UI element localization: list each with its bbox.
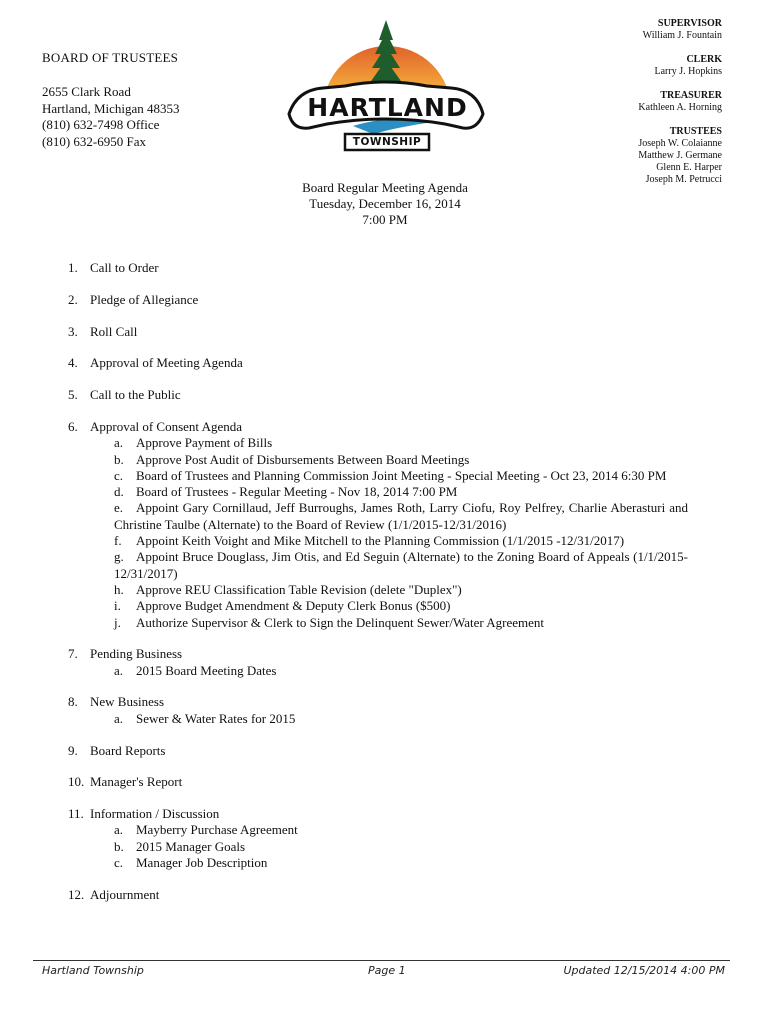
sub-item — [90, 711, 688, 727]
agenda-item — [68, 260, 688, 276]
sub-item — [90, 839, 688, 855]
sub-item-text: 2015 Board Meeting Dates — [136, 662, 277, 678]
item-number: 10. — [68, 774, 85, 790]
sub-item-letter: a. — [114, 662, 124, 678]
address-line: 2655 Clark Road — [42, 84, 131, 99]
item-number: 11. — [68, 806, 84, 822]
sub-item-letter: a. — [114, 710, 124, 726]
item-text: New Business — [90, 694, 165, 710]
item-number: 1. — [68, 260, 78, 275]
item-number: 7. — [68, 646, 78, 662]
item-text: Roll Call — [90, 323, 138, 339]
official-trustees — [502, 126, 722, 186]
sub-item — [90, 598, 688, 614]
meeting-date: Tuesday, December 16, 2014 — [309, 196, 461, 211]
agenda-item — [68, 646, 688, 679]
sub-item — [68, 484, 688, 500]
footer-organization: Hartland Township — [42, 964, 144, 977]
sub-item-letter: b. — [114, 451, 124, 467]
sub-item-letter: b. — [114, 838, 124, 854]
item-number: 4. — [68, 355, 78, 371]
sub-item-letter: a. — [114, 822, 124, 838]
official-name: Larry J. Hopkins — [654, 66, 722, 77]
sub-item-text: Appoint Keith Voight and Mike Mitchell to the Planning Commission (1/1/2015 -12/31/2017) — [136, 533, 625, 549]
sub-item-letter: c. — [114, 467, 124, 483]
sub-item — [90, 663, 688, 679]
sub-item — [68, 468, 688, 484]
official-supervisor — [502, 18, 722, 42]
township-logo — [283, 18, 490, 168]
sub-item — [90, 855, 688, 871]
sub-item — [68, 549, 688, 582]
item-number: 12. — [68, 886, 85, 902]
sub-item-text: Authorize Supervisor & Clerk to Sign the Delinquent Sewer/Water Agreement — [136, 614, 544, 630]
sub-item-text: Appoint Bruce Douglass, Jim Otis, and Ed Seguin (Alternate) to the Zoning Board of Appeals (1/1/2015-12/31/2017) — [114, 549, 688, 581]
official-name: Joseph W. Colaianne — [638, 138, 722, 149]
sub-item-letter: f. — [114, 533, 122, 549]
official-name: William J. Fountain — [642, 30, 722, 41]
sub-item — [68, 582, 688, 598]
sub-item-letter: a. — [114, 435, 124, 451]
meeting-title: Board Regular Meeting Agenda — [302, 180, 468, 195]
footer-page-number: Page 1 — [368, 964, 406, 977]
sub-item-letter: j. — [114, 614, 121, 630]
agenda-item — [68, 419, 688, 631]
agenda-item — [68, 743, 688, 759]
item-text: Pledge of Allegiance — [90, 291, 199, 307]
item-text: Manager's Report — [90, 774, 183, 790]
sub-item-letter: d. — [114, 484, 124, 500]
sub-item-letter: h. — [114, 581, 124, 597]
agenda-item — [68, 694, 688, 727]
item-number: 9. — [68, 742, 78, 758]
meeting-time: 7:00 PM — [362, 212, 408, 227]
sub-item-text: Approve Budget Amendment & Deputy Clerk Bonus ($500) — [136, 598, 451, 614]
officials-list — [502, 18, 722, 198]
sub-item-text: Manager Job Description — [136, 855, 268, 871]
agenda-item — [68, 774, 688, 790]
logo-banner: TOWNSHIP — [352, 136, 422, 148]
phone-office: (810) 632-7498 Office — [42, 117, 160, 132]
sub-item-text: Board of Trustees - Regular Meeting - Nov 18, 2014 7:00 PM — [136, 484, 458, 500]
agenda-item — [68, 324, 688, 340]
sub-item-text: Approve Post Audit of Disbursements Between Board Meetings — [136, 451, 470, 467]
item-text: Call to the Public — [90, 387, 181, 403]
agenda-list — [68, 260, 688, 919]
sub-item-letter: g. — [114, 549, 124, 565]
sub-item — [90, 615, 688, 631]
item-text: Adjournment — [90, 886, 160, 902]
agenda-item — [68, 887, 688, 903]
item-text: Call to Order — [90, 260, 159, 275]
item-number: 5. — [68, 387, 78, 403]
official-name: Joseph M. Petrucci — [645, 174, 722, 185]
sub-item-text: 2015 Manager Goals — [136, 838, 246, 854]
item-number: 3. — [68, 323, 78, 339]
agenda-item — [68, 292, 688, 308]
official-treasurer — [502, 90, 722, 114]
sub-item-letter: c. — [114, 855, 124, 871]
sub-item — [90, 435, 688, 451]
item-text: Approval of Meeting Agenda — [90, 355, 243, 371]
item-number: 2. — [68, 291, 78, 307]
sub-item — [68, 500, 688, 533]
address-line: Hartland, Michigan 48353 — [42, 100, 180, 116]
agenda-item — [68, 387, 688, 403]
phone-fax: (810) 632-6950 Fax — [42, 133, 146, 149]
item-text: Board Reports — [90, 742, 166, 758]
sub-item-letter: e. — [114, 500, 124, 516]
item-number: 6. — [68, 418, 78, 434]
role-title: CLERK — [686, 54, 722, 65]
item-text: Approval of Consent Agenda — [90, 418, 243, 434]
item-number: 8. — [68, 694, 78, 710]
address-block — [42, 84, 180, 150]
item-text: Information / Discussion — [90, 806, 220, 822]
official-name: Glenn E. Harper — [656, 162, 722, 173]
role-title: SUPERVISOR — [657, 18, 722, 29]
role-title: TRUSTEES — [669, 126, 722, 137]
sub-item — [68, 533, 688, 549]
sub-item-letter: i. — [114, 598, 121, 614]
meeting-header — [200, 180, 570, 228]
sub-item-text: Sewer & Water Rates for 2015 — [136, 710, 296, 726]
sub-item-text: Board of Trustees and Planning Commission Joint Meeting - Special Meeting - Oct 23, 2014 6:30 PM — [136, 467, 667, 483]
item-text: Pending Business — [90, 646, 183, 662]
footer-divider — [33, 960, 730, 961]
sub-item-text: Appoint Gary Cornillaud, Jeff Burroughs, James Roth, Larry Ciofu, Roy Pelfrey, Charlie Aberasturi and Christine Taulbe (Alternate) to the Board of Review (1/1/2015-12/31/2016) — [114, 500, 688, 532]
sub-item — [90, 822, 688, 838]
official-clerk — [502, 54, 722, 78]
role-title: TREASURER — [660, 90, 722, 101]
sub-item-text: Approve Payment of Bills — [136, 435, 273, 451]
board-title: BOARD OF TRUSTEES — [42, 50, 179, 65]
sub-item-text: Mayberry Purchase Agreement — [136, 822, 298, 838]
sub-item — [90, 452, 688, 468]
logo-name: HARTLAND — [307, 93, 468, 122]
footer-updated: Updated 12/15/2014 4:00 PM — [563, 964, 725, 977]
official-name: Kathleen A. Horning — [638, 102, 722, 113]
agenda-item — [68, 355, 688, 371]
agenda-item — [68, 806, 688, 871]
sub-item-text: Approve REU Classification Table Revision (delete "Duplex") — [136, 581, 462, 597]
official-name: Matthew J. Germane — [638, 150, 722, 161]
